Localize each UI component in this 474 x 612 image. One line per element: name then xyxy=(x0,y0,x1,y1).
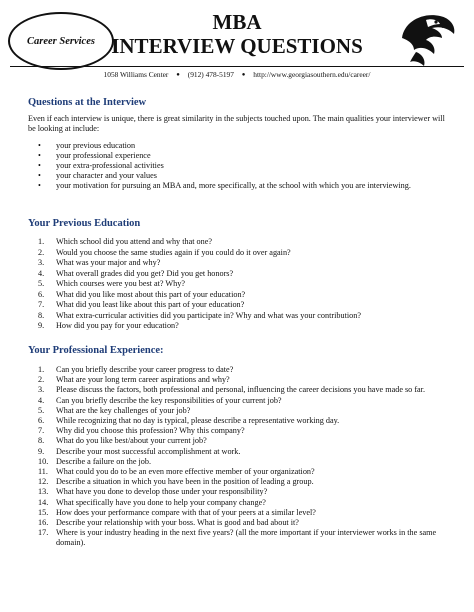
list-item: 16. Describe your relationship with your boss. What is good and bad about it? xyxy=(38,518,299,528)
intro-paragraph: Even if each interview is unique, there is great similarity in the subjects touched upon. The main qualities your interviewer will be looking at include: xyxy=(28,114,445,133)
list-item: 6. What did you like most about this part of your education? xyxy=(38,289,246,299)
education-questions-list xyxy=(28,237,446,332)
list-item: • your previous education xyxy=(28,141,446,151)
list-item: 9. How did you pay for your education? xyxy=(38,321,179,330)
list-item: 12. Describe a situation in which you have been in the position of leading a group. xyxy=(38,477,314,487)
section-heading-interview: Questions at the Interview xyxy=(28,97,147,108)
list-item: 5. What are the key challenges of your job? xyxy=(38,405,191,415)
page-title-line2: INTERVIEW QUESTIONS xyxy=(111,34,363,58)
section-heading-experience: Your Professional Experience: xyxy=(28,345,164,356)
contact-phone: (912) 478-5197 xyxy=(187,70,234,79)
list-item: 1. Can you briefly describe your career progress to date? xyxy=(38,365,234,374)
list-item: 9. Describe your most successful accomplishment at work. xyxy=(38,446,241,456)
list-item: 2. What are your long term career aspirations and why? xyxy=(38,375,230,385)
list-item: 11. What could you do to be an even more effective member of your organization? xyxy=(38,467,315,477)
list-item: 13. What have you done to develop those under your responsibility? xyxy=(38,487,268,497)
list-item: 6. While recognizing that no day is typical, please describe a representative working day. xyxy=(38,416,340,426)
page-title-line1: MBA xyxy=(212,10,262,34)
list-item: 17. Where is your industry heading in the next five years? (all the more important if your interviewer works in the same domain). xyxy=(38,528,437,548)
contact-line xyxy=(10,70,464,79)
list-item: 4. What overall grades did you get? Did you get honors? xyxy=(38,268,234,278)
section-heading-education: Your Previous Education xyxy=(28,218,141,229)
contact-address: 1058 Williams Center xyxy=(103,70,169,79)
list-item: 5. Which courses were you best at? Why? xyxy=(38,279,185,288)
eagle-logo-icon xyxy=(396,8,460,72)
list-item: • your motivation for pursuing an MBA and, more specifically, at the school with which you are interviewing. xyxy=(28,181,446,191)
list-item: 2. Would you choose the same studies again if you could do it over again? xyxy=(38,247,291,257)
contact-website-link[interactable]: http://www.georgiasouthern.edu/career/ xyxy=(253,70,371,79)
list-item: 3. What was your major and why? xyxy=(38,258,161,267)
contact-separator: ● xyxy=(176,72,180,78)
list-item: 7. What did you least like about this part of your education? xyxy=(38,300,245,309)
list-item: 4. Can you briefly describe the key responsibilities of your current job? xyxy=(38,395,282,405)
list-item: 15. How does your performance compare with that of your peers at a similar level? xyxy=(38,507,316,517)
experience-questions-list xyxy=(28,365,446,549)
header-divider xyxy=(10,66,464,67)
list-item: 8. What do you like best/about your current job? xyxy=(38,436,207,446)
list-item: • your extra-professional activities xyxy=(28,161,446,171)
qualities-list xyxy=(28,141,446,191)
list-item: 8. What extra-curricular activities did you participate in? Why and what was your contribution? xyxy=(38,310,361,320)
logo-text: Career Services xyxy=(27,35,95,47)
list-item: 1. Which school did you attend and why that one? xyxy=(38,237,212,246)
list-item: 14. What specifically have you done to help your company change? xyxy=(38,497,266,507)
list-item: 10. Describe a failure on the job. xyxy=(38,456,152,466)
list-item: • your character and your values xyxy=(28,171,446,181)
contact-separator: ● xyxy=(241,72,246,78)
list-item: • your professional experience xyxy=(28,151,446,161)
list-item: 7. Why did you choose this profession? Why this company? xyxy=(38,426,245,436)
list-item: 3. Please discuss the factors, both professional and personal, influencing the career decisions you have made so far. xyxy=(38,385,426,395)
career-services-logo xyxy=(8,12,114,70)
